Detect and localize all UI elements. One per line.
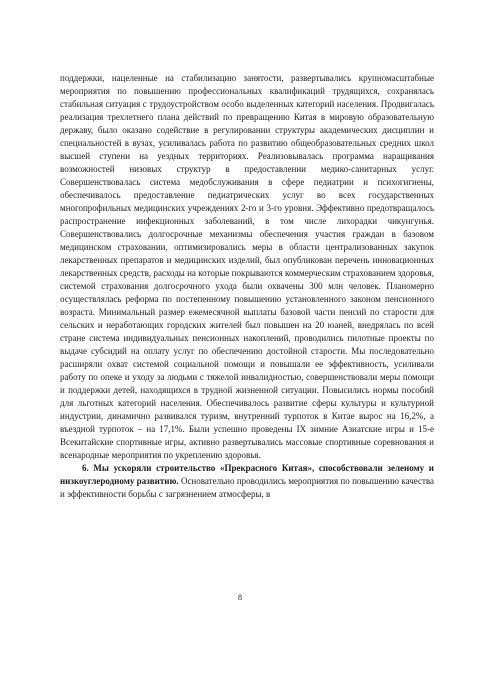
- document-page: [60, 72, 434, 501]
- paragraph-social-policy: поддержки, нацеленные на стабилизацию занятости, развертывались крупномасштабные мероприятия по повышению профессиональных квалификаций трудящихся, сохранялась стабильная ситуация с трудоустройством особо выделенных категорий населения. Продвигалась реализация трехлетнего плана действий по превращению Китая в мировую образовательную державу, было оказано содействие в регулировании структуры академических дисциплин и специальностей в вузах, усиливалась работа по развитию общеобразовательных средних школ высшей ступени на уездных территориях. Реализовывалась программа наращивания возможностей низовых структур в предоставлении медико-санитарных услуг. Совершенствовалась система медобслуживания в сфере педиатрии и психогигиены, обеспечивалось предоставление педиатрических услуг во всех государственных многопрофильных медицинских учреждениях 2-го и 3-го уровня. Эффективно предотвращалось распространение инфекционных заболеваний, в том числе лихорадки чикунгунья. Совершенствовались долгосрочные механизмы обеспечения участия граждан в базовом медицинском страховании, оптимизировались меры в области централизованных закупок лекарственных препаратов и медицинских изделий, был опубликован перечень инновационных лекарственных средств, расходы на которые покрываются коммерческим страхованием здоровья, системой страхования долгосрочного ухода были охвачены 300 млн человек. Планомерно осуществлялась реформа по постепенному повышению установленного законом пенсионного возраста. Минимальный размер ежемесячной выплаты базовой части пенсий по старости для сельских и неработающих городских жителей был повышен на 20 юаней, внедрялась по всей стране система индивидуальных пенсионных накоплений, проводились пилотные проекты по выдаче субсидий на оплату услуг по обеспечению достойной старости. Мы последовательно расширяли охват системой социальной помощи и повышали ее эффективность, усиливали работу по опеке и уходу за людьми с тяжелой инвалидностью, совершенствовали меры помощи и поддержки детей, находящихся в трудной жизненной ситуации. Повысились нормы пособий для льготных категорий населения. Обеспечивалось развитие сферы культуры и культурной индустрии, динамично развивался туризм, внутренний турпоток в Китае вырос на 16,2%, а въездной турпоток – на 17,1%. Были успешно проведены IX зимние Азиатские игры и 15-е Всекитайские спортивные игры, активно развертывались массовые спортивные соревнования и всенародные мероприятия по укреплению здоровья.: [60, 73, 434, 460]
- page-number: 8: [238, 593, 242, 602]
- section-text: Основательно проводились мероприятия по повышению качества и эффективности борьбы с загрязнением атмосферы, в: [60, 476, 435, 499]
- paragraph-beautiful-china: [60, 462, 434, 501]
- section-heading: 6. Мы ускоряли строительство «Прекрасного Китая», способствовали зеленому и низкоуглеродному развитию.: [60, 463, 434, 486]
